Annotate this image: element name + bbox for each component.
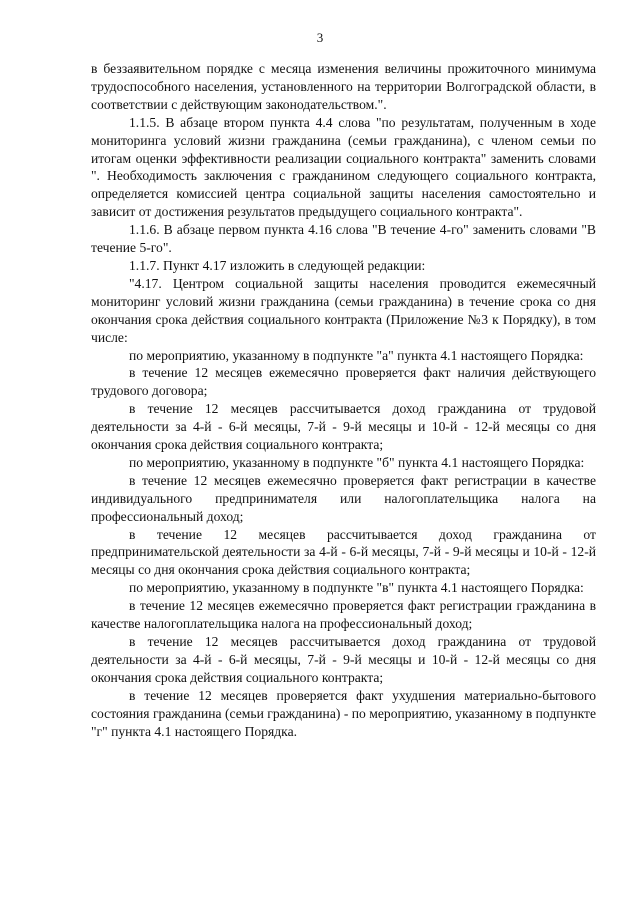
paragraph-item-v-income: в течение 12 месяцев рассчитывается доход гражданина от трудовой деятельности за 4-й - 6-й месяцы, 7-й - 9-й месяцы и 10-й - 12-й месяцы со дня окончания срока действия социального контракта; [91,634,596,685]
paragraph-4-17: "4.17. Центром социальной защиты населения проводится ежемесячный мониторинг условий жизни гражданина (семьи гражданина) в течение срока со дня окончания срока действия социального контракта (Приложение №3 к Порядку), в том числе: [91,275,596,345]
paragraph-item-g: в течение 12 месяцев проверяется факт ухудшения материально-бытового состояния гражданина (семьи гражданина) - по мероприятию, указанному в подпункте "г" пункта 4.1 настоящего Порядка. [91,687,596,739]
document-body [91,60,596,740]
paragraph-item-b-heading: по мероприятию, указанному в подпункте "б" пункта 4.1 настоящего Порядка: [129,454,585,470]
paragraph-item-a-heading: по мероприятию, указанному в подпункте "а" пункта 4.1 настоящего Порядка: [129,347,584,363]
paragraph-item-a-contract: в течение 12 месяцев ежемесячно проверяется факт наличия действующего трудового договора; [91,365,596,399]
page-number: 3 [316,30,324,45]
paragraph-item-b-income: в течение 12 месяцев рассчитывается доход гражданина от предпринимательской деятельности за 4-й - 6-й месяцы, 7-й - 9-й месяцы и 10-й - 12-й месяцы со дня окончания срока действия социального контракта; [91,526,596,578]
paragraph-item-a-income: в течение 12 месяцев рассчитывается доход гражданина от трудовой деятельности за 4-й - 6-й месяцы, 7-й - 9-й месяцы и 10-й - 12-й месяцы со дня окончания срока действия социального контракта; [91,401,596,453]
paragraph-1-1-7: 1.1.7. Пункт 4.17 изложить в следующей редакции: [129,257,426,273]
paragraph-continuation: в беззаявительном порядке с месяца изменения величины прожиточного минимума трудоспособного населения, установленного на территории Волгоградской области, в соответствии с действующим законодательством.". [91,61,596,112]
paragraph-item-v-registration: в течение 12 месяцев ежемесячно проверяется факт регистрации гражданина в качестве налогоплательщика налога на профессиональный доход; [91,598,596,632]
paragraph-1-1-5: 1.1.5. В абзаце втором пункта 4.4 слова "по результатам, полученным в ходе мониторинга условий жизни гражданина (семьи гражданина), с членом семьи по итогам оценки эффективности реализации социального контракта" заменить словами ". Необходимость заключения с гражданином следующего социального контракта, определяется комиссией центра социальной защиты населения самостоятельно и зависит от достижения результатов предыдущего социального контракта". [91,114,596,220]
paragraph-item-b-registration: в течение 12 месяцев ежемесячно проверяется факт регистрации в качестве индивидуального предпринимателя или налогоплательщика налога на профессиональный доход; [91,472,596,524]
paragraph-1-1-6: 1.1.6. В абзаце первом пункта 4.16 слова "В течение 4-го" заменить словами "В течение 5-го". [91,222,596,256]
paragraph-item-v-heading: по мероприятию, указанному в подпункте "в" пункта 4.1 настоящего Порядка: [129,580,584,596]
